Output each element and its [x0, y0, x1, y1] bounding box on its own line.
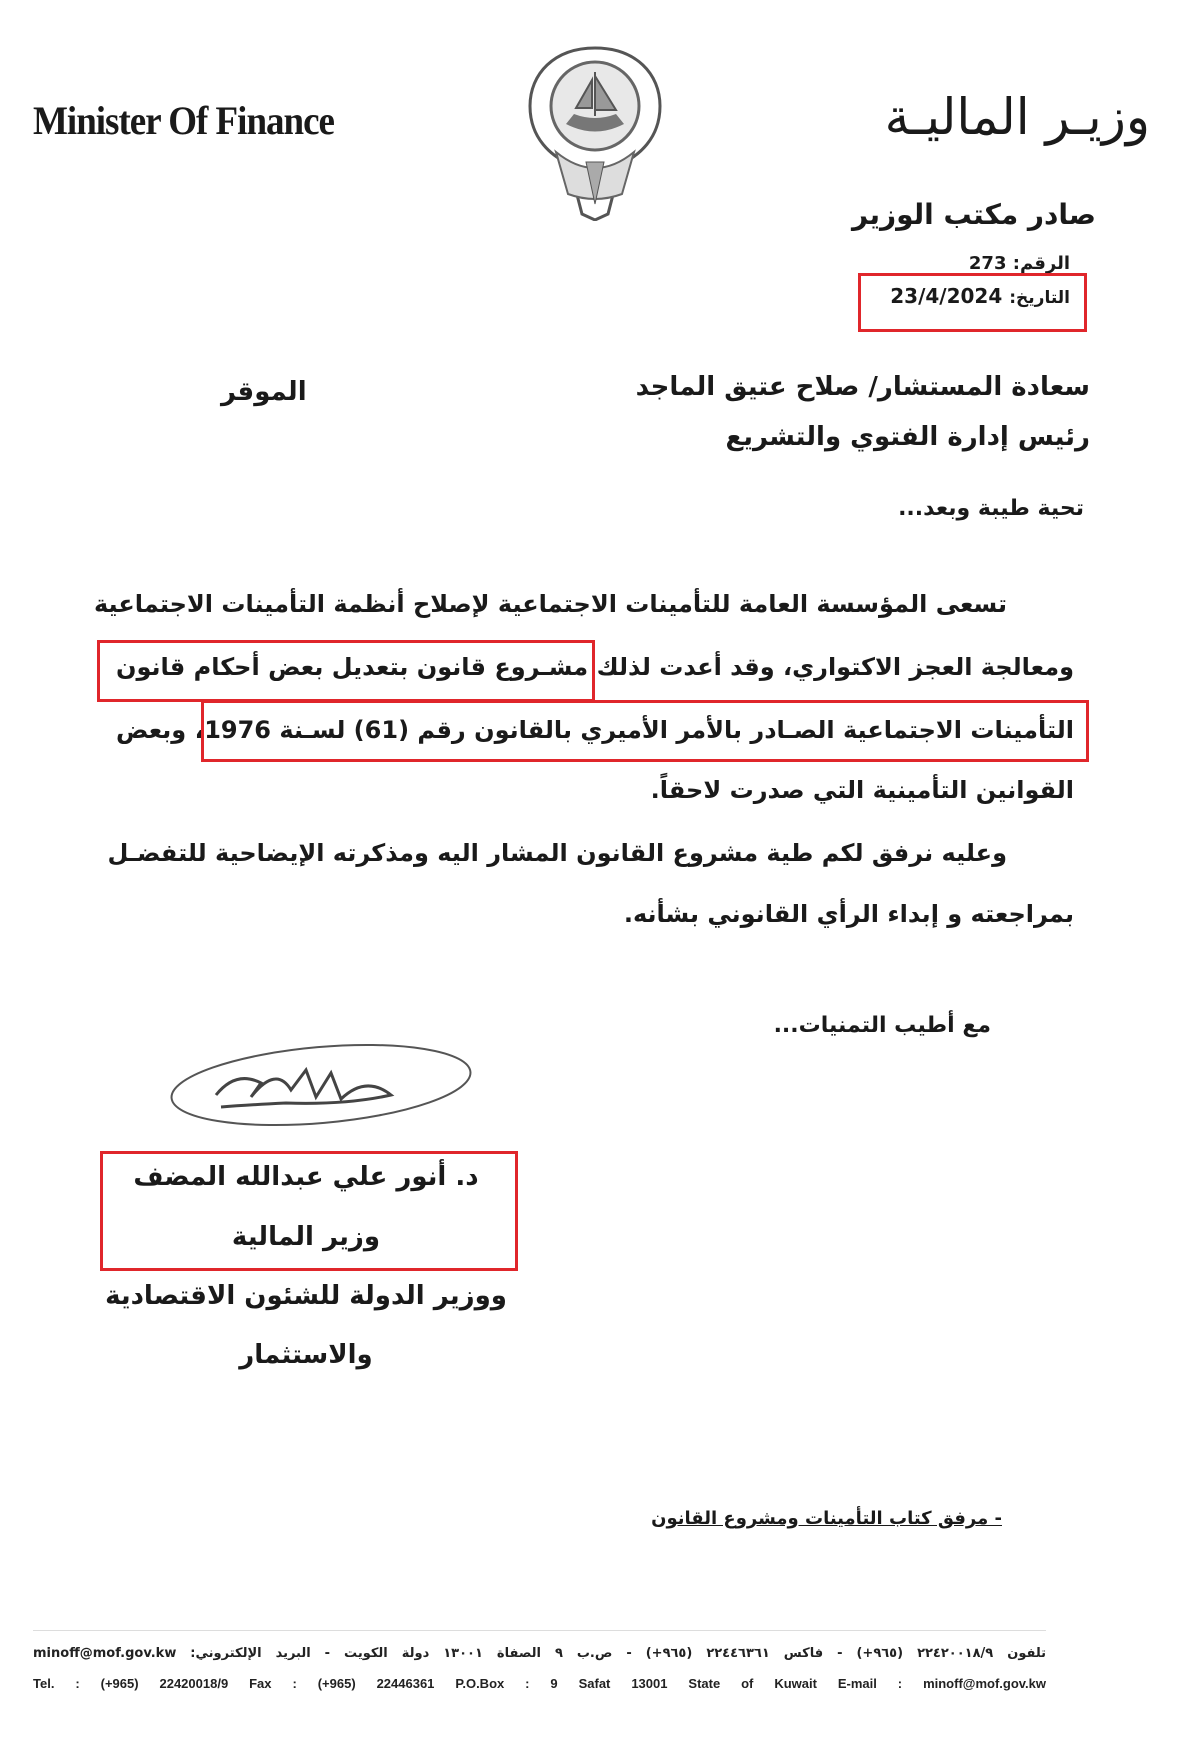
- footer-divider: [33, 1630, 1046, 1631]
- letter-date: [890, 284, 1070, 308]
- issued-from: صادر مكتب الوزير: [852, 198, 1096, 231]
- attachment-note: - مرفق كتاب التأمينات ومشروع القانون: [651, 1508, 1002, 1529]
- body-line-3-highlighted: التأمينات الاجتماعية الصـادر بالأمر الأميري بالقانون رقم (61) لسـنة 1976: [204, 716, 1074, 744]
- signatory-title-3: والاستثمار: [239, 1340, 373, 1370]
- body-line-2-start: ومعالجة العجز الاكتواري، وقد أعدت لذلك: [596, 653, 1074, 681]
- reference-number: [969, 253, 1070, 274]
- reference-value: 273: [968, 253, 1007, 274]
- body-line-4: القوانين التأمينية التي صدرت لاحقاً.: [650, 776, 1074, 804]
- title-arabic: وزيـر الماليـة: [884, 88, 1150, 146]
- law-reference-highlight-box: [201, 700, 1089, 762]
- closing: مع أطيب التمنيات...: [773, 1013, 991, 1038]
- signatory-name: د. أنور علي عبدالله المضف: [133, 1162, 479, 1192]
- kuwait-emblem-icon: [526, 44, 664, 221]
- handwritten-signature: [166, 1035, 476, 1129]
- reference-label: الرقم:: [1012, 253, 1070, 274]
- body-line-5: وعليه نرفق لكم طية مشروع القانون المشار اليه ومذكرته الإيضاحية للتفضـل: [107, 839, 1007, 867]
- addressee-title: رئيس إدارة الفتوي والتشريع: [725, 422, 1090, 452]
- date-value: 23/4/2024: [890, 284, 1003, 308]
- signatory-title-2: ووزير الدولة للشئون الاقتصادية: [105, 1281, 507, 1311]
- greeting: تحية طيبة وبعد...: [898, 496, 1084, 521]
- body-line-3-end: ، وبعض: [116, 716, 204, 744]
- draft-law-highlight-box: [97, 640, 595, 702]
- addressee-honorific: الموقر: [221, 377, 307, 407]
- footer-english: Tel. : (+965) 22420018/9 Fax : (+965) 22446361 P.O.Box : 9 Safat 13001 State of Kuwait E-mail : minoff@mof.gov.kw: [33, 1676, 1046, 1691]
- title-english: Minister Of Finance: [33, 98, 334, 145]
- addressee-name: سعادة المستشار/ صلاح عتيق الماجد: [635, 372, 1090, 402]
- footer-arabic: تلفون ٢٢٤٢٠٠١٨/٩ (٩٦٥+) - فاكس ٢٢٤٤٦٣٦١ (٩٦٥+) - ص.ب ٩ الصفاة ١٣٠٠١ دولة الكويت - البريد الإلكتروني: minoff@mof.gov.kw: [33, 1646, 1047, 1661]
- date-label: التاريخ:: [1009, 288, 1070, 308]
- body-line-6: بمراجعته و إبداء الرأي القانوني بشأنه.: [623, 900, 1074, 928]
- signatory-title-1: وزير المالية: [231, 1222, 381, 1252]
- body-line-1: تسعى المؤسسة العامة للتأمينات الاجتماعية لإصلاح أنظمة التأمينات الاجتماعية: [93, 590, 1007, 618]
- body-line-2-highlighted: مشـروع قانون بتعديل بعض أحكام قانون: [116, 653, 589, 681]
